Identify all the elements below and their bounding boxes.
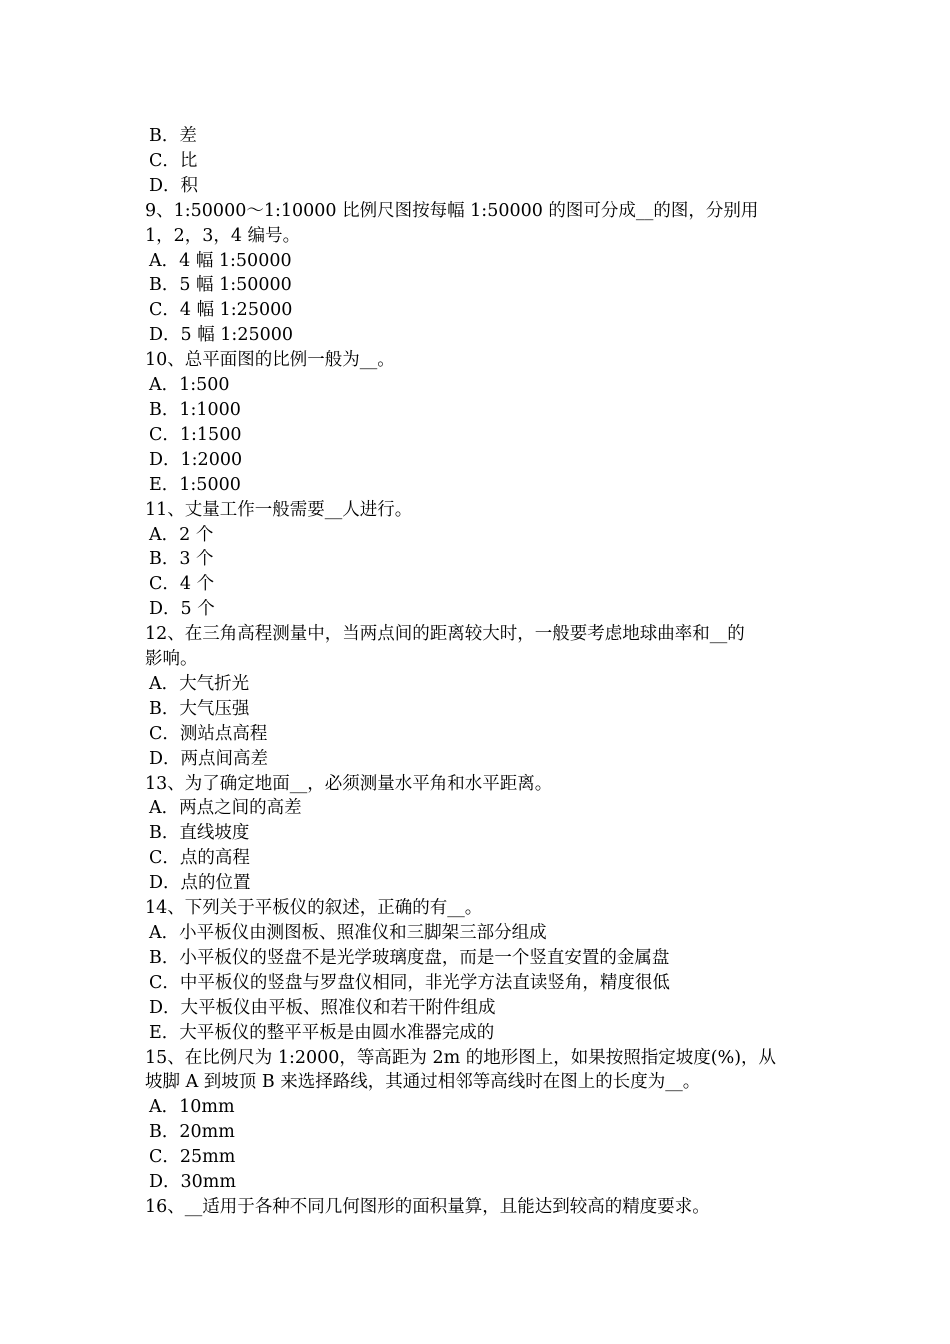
question-text: 13、为了确定地面__，必须测量水平角和水平距离。 <box>145 773 553 794</box>
answer-option: D．积 <box>149 175 199 196</box>
answer-option: A．大气折光 <box>149 673 250 694</box>
question-text: 12、在三角高程测量中，当两点间的距离较大时，一般要考虑地球曲率和__的 <box>145 624 745 645</box>
answer-option: D．30mm <box>149 1172 236 1193</box>
answer-option: B．5 幅 1:50000 <box>149 275 292 296</box>
answer-option: B．20mm <box>149 1122 235 1143</box>
answer-option: B．1:1000 <box>149 399 241 420</box>
answer-option: E．大平板仪的整平平板是由圆水准器完成的 <box>149 1022 495 1043</box>
answer-option: D．1:2000 <box>149 449 243 470</box>
question-text: 10、总平面图的比例一般为__。 <box>145 350 395 371</box>
answer-option: D．5 幅 1:25000 <box>149 325 293 346</box>
answer-option: B．小平板仪的竖盘不是光学玻璃度盘，而是一个竖直安置的金属盘 <box>149 947 670 968</box>
answer-option: A．小平板仪由测图板、照准仪和三脚架三部分组成 <box>149 923 547 943</box>
answer-option: D．5 个 <box>149 599 215 620</box>
answer-option: D．点的位置 <box>149 873 251 894</box>
question-text: 影响。 <box>145 649 198 670</box>
answer-option: C．中平板仪的竖盘与罗盘仪相同，非光学方法直读竖角，精度很低 <box>149 972 670 993</box>
answer-option: A．2 个 <box>149 524 214 545</box>
question-text: 1，2，3，4 编号。 <box>145 225 301 246</box>
answer-option: A．10mm <box>149 1097 235 1118</box>
question-text: 11、丈量工作一般需要__人进行。 <box>145 499 413 520</box>
answer-option: B．直线坡度 <box>149 823 250 844</box>
question-text: 坡脚 A 到坡顶 B 来选择路线，其通过相邻等高线时在图上的长度为__。 <box>145 1072 701 1093</box>
question-text: 15、在比例尺为 1:2000，等高距为 2m 的地形图上，如果按照指定坡度(%)，从 <box>145 1047 777 1068</box>
answer-option: C．4 幅 1:25000 <box>149 300 293 321</box>
answer-option: C．点的高程 <box>149 848 250 869</box>
question-text: 16、__适用于各种不同几何图形的面积量算，且能达到较高的精度要求。 <box>145 1196 710 1217</box>
answer-option: A．两点之间的高差 <box>149 798 302 819</box>
answer-option: C．1:1500 <box>149 424 242 445</box>
document-page <box>145 124 807 1220</box>
answer-option: C．4 个 <box>149 574 215 595</box>
question-text: 14、下列关于平板仪的叙述，正确的有__。 <box>145 898 483 919</box>
answer-option: C．25mm <box>149 1147 236 1168</box>
answer-option: A．1:500 <box>149 375 230 396</box>
answer-option: B．3 个 <box>149 549 214 570</box>
answer-option: C．测站点高程 <box>149 723 268 744</box>
answer-option: E．1:5000 <box>149 474 241 495</box>
answer-option: C．比 <box>149 150 198 171</box>
answer-option: D．大平板仪由平板、照准仪和若干附件组成 <box>149 997 496 1018</box>
question-text: 9、1:50000～1:10000 比例尺图按每幅 1:50000 的图可分成__的图，分别用 <box>145 200 759 221</box>
answer-option: D．两点间高差 <box>149 748 269 769</box>
answer-option: A．4 幅 1:50000 <box>149 250 292 271</box>
answer-option: B．大气压强 <box>149 698 250 719</box>
answer-option: B．差 <box>149 126 197 146</box>
